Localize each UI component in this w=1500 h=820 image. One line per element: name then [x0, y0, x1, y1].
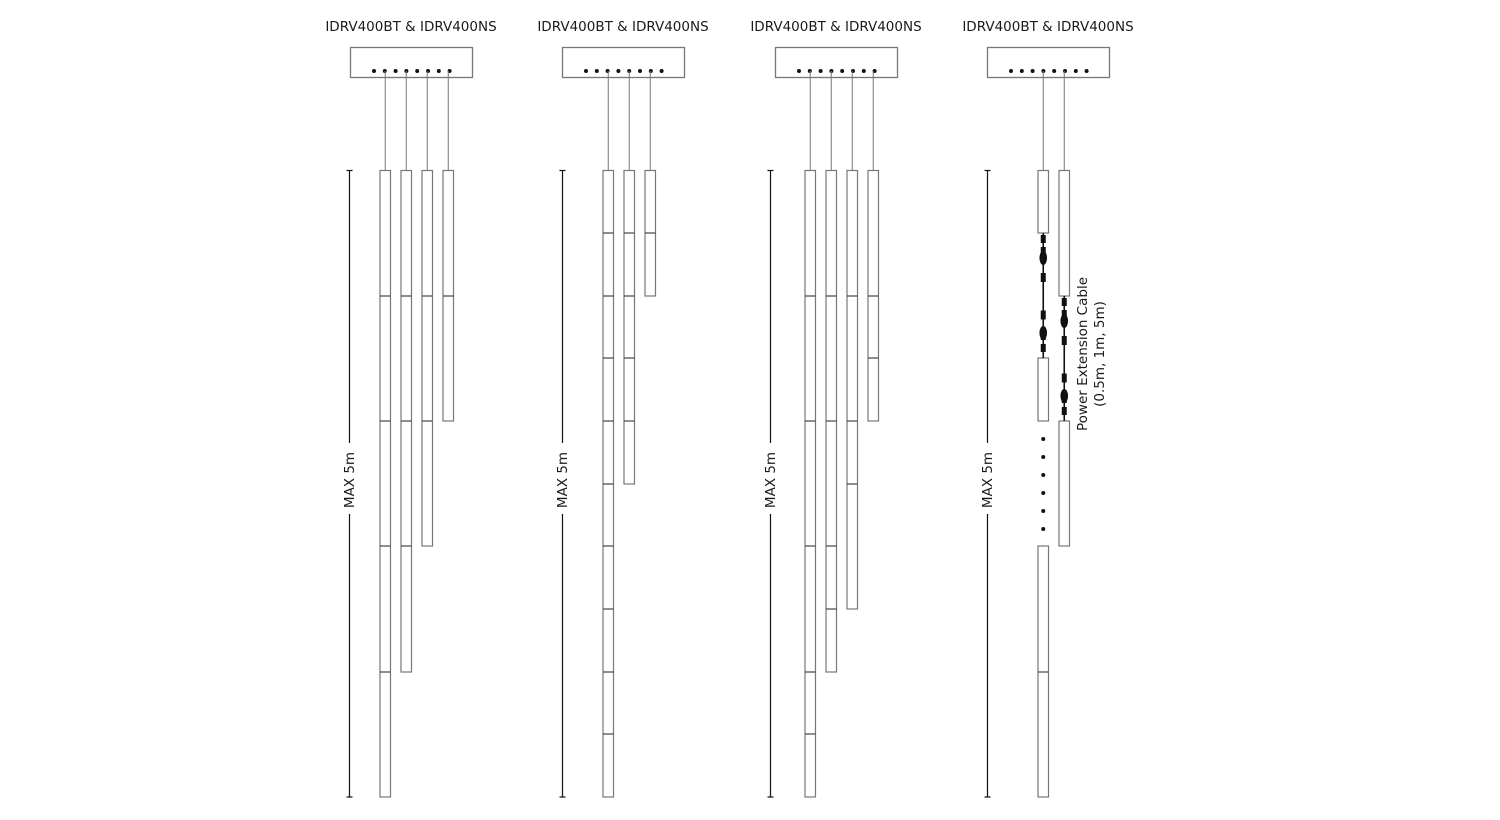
- output-terminal-icon: [840, 69, 844, 73]
- cable-connector-icon: [1062, 298, 1067, 306]
- cable-label: Power Extension Cable: [1075, 277, 1091, 431]
- cable-connector-icon: [1039, 326, 1047, 340]
- led-strip-4: [868, 71, 879, 421]
- output-terminal-icon: [437, 69, 441, 73]
- led-strip-3: [645, 71, 656, 296]
- output-terminal-icon: [660, 69, 664, 73]
- cable-connector-icon: [1041, 311, 1046, 320]
- cable-connector-icon: [1062, 407, 1067, 415]
- output-terminal-icon: [1020, 69, 1024, 73]
- led-strip-2: [401, 71, 412, 672]
- led-strip-4: [443, 71, 454, 421]
- driver-group-3: [750, 19, 921, 797]
- output-terminal-icon: [415, 69, 419, 73]
- output-terminal-icon: [595, 69, 599, 73]
- cable-connector-icon: [1060, 389, 1068, 403]
- output-terminal-icon: [1063, 69, 1067, 73]
- continuation-dot-icon: [1041, 437, 1045, 441]
- output-terminal-icon: [606, 69, 610, 73]
- cable-label: (0.5m, 1m, 5m): [1092, 301, 1108, 407]
- driver-group-4: [962, 19, 1133, 797]
- output-terminal-icon: [1031, 69, 1035, 73]
- strip-segment: [1059, 171, 1070, 297]
- led-strip-2: [624, 71, 635, 484]
- led-strip-3: [847, 71, 858, 609]
- strip-segment: [624, 171, 635, 485]
- led-strip-3: [422, 71, 433, 546]
- led-strip-2: [826, 71, 837, 672]
- output-terminal-icon: [616, 69, 620, 73]
- max-length-label: MAX 5m: [555, 451, 571, 509]
- output-terminal-icon: [862, 69, 866, 73]
- cable-connector-icon: [1062, 336, 1067, 345]
- driver-box: [351, 48, 473, 78]
- group-title: IDRV400BT & IDRV400NS: [750, 19, 922, 35]
- output-terminal-icon: [638, 69, 642, 73]
- strip-segment: [1059, 421, 1070, 546]
- cable-connector-icon: [1039, 251, 1047, 265]
- cable-connector-icon: [1041, 235, 1046, 243]
- driver-box: [988, 48, 1110, 78]
- strip-segment: [1038, 171, 1049, 234]
- continuation-dot-icon: [1041, 473, 1045, 477]
- led-strip-2: [1059, 71, 1070, 546]
- driver-box: [563, 48, 685, 78]
- cable-connector-icon: [1041, 344, 1046, 352]
- cable-connector-icon: [1062, 374, 1067, 383]
- group-title: IDRV400BT & IDRV400NS: [325, 19, 497, 35]
- max-length-label: MAX 5m: [980, 451, 996, 509]
- continuation-dot-icon: [1041, 527, 1045, 531]
- continuation-dot-icon: [1041, 491, 1045, 495]
- led-strip-1: [805, 71, 816, 797]
- output-terminal-icon: [819, 69, 823, 73]
- output-terminal-icon: [851, 69, 855, 73]
- output-terminal-icon: [1085, 69, 1089, 73]
- led-strip-1: [603, 71, 614, 797]
- led-strip-1: [1038, 71, 1049, 797]
- max-length-label: MAX 5m: [763, 451, 779, 509]
- driver-box: [776, 48, 898, 78]
- output-terminal-icon: [584, 69, 588, 73]
- continuation-dot-icon: [1041, 455, 1045, 459]
- continuation-dot-icon: [1041, 509, 1045, 513]
- output-terminal-icon: [426, 69, 430, 73]
- group-title: IDRV400BT & IDRV400NS: [537, 19, 709, 35]
- output-terminal-icon: [649, 69, 653, 73]
- output-terminal-icon: [797, 69, 801, 73]
- strip-segment: [1038, 358, 1049, 421]
- max-length-label: MAX 5m: [342, 451, 358, 509]
- output-terminal-icon: [394, 69, 398, 73]
- group-title: IDRV400BT & IDRV400NS: [962, 19, 1134, 35]
- output-terminal-icon: [372, 69, 376, 73]
- output-terminal-icon: [1052, 69, 1056, 73]
- strip-segment: [805, 171, 816, 798]
- strip-segment: [380, 171, 391, 798]
- led-strip-1: [380, 71, 391, 797]
- output-terminal-icon: [1009, 69, 1013, 73]
- strip-segment: [847, 171, 858, 610]
- driver-group-1: [325, 19, 496, 797]
- output-terminal-icon: [1074, 69, 1078, 73]
- strip-segment: [422, 171, 433, 547]
- cable-connector-icon: [1060, 314, 1068, 328]
- cable-connector-icon: [1041, 273, 1046, 282]
- driver-group-2: [537, 19, 708, 797]
